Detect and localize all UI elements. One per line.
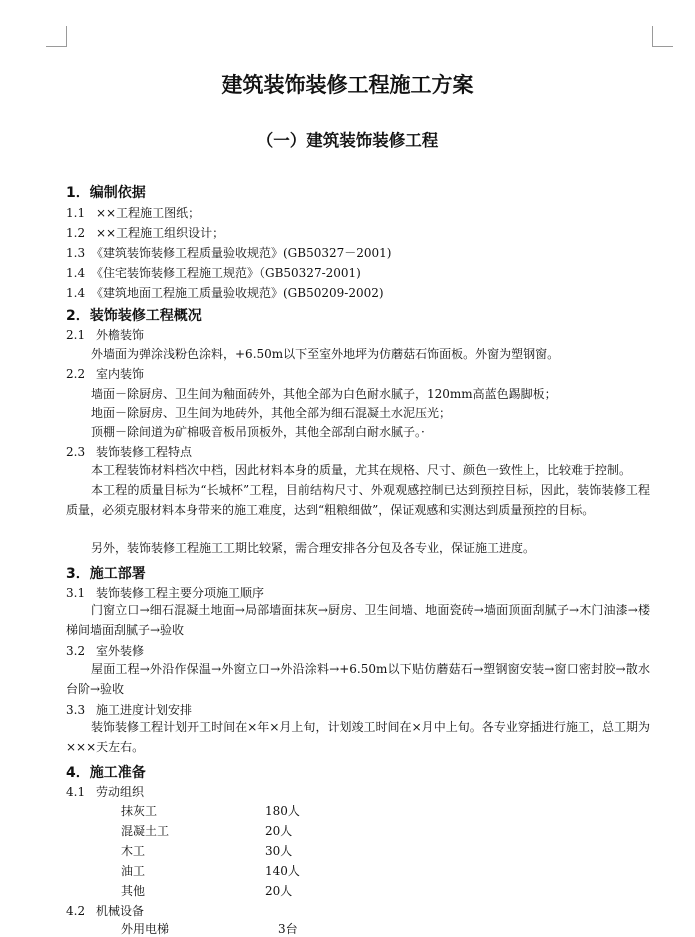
document-title: 建筑装饰装修工程施工方案: [221, 73, 474, 97]
subsection-heading: [66, 444, 192, 460]
list-item: [66, 265, 361, 281]
section-3-heading: 3．施工部署: [66, 566, 146, 582]
list-item: [66, 245, 391, 261]
section-4-heading: 4．施工准备: [66, 765, 146, 781]
paragraph: 门窗立口→细石混凝土地面→局部墙面抹灰→厨房、卫生间墙、地面瓷砖→墙面顶面刮腻子→木门油漆→楼梯间墙面刮腻子→验收: [66, 603, 650, 637]
subsection-heading: [66, 784, 144, 800]
subsection-label: 劳动组织: [96, 785, 145, 799]
item-number: 1.4: [66, 286, 86, 300]
table-row: [121, 921, 298, 937]
subsection-heading: [66, 643, 144, 659]
page-corner-mark-top-left: [46, 26, 67, 47]
equipment-name: 外用电梯: [121, 922, 170, 936]
body-line: 顶棚－除间道为矿棉吸音板吊顶板外，其他全部刮白耐水腻子。·: [91, 425, 425, 439]
subsection-number: 3.2: [66, 644, 86, 658]
section-2-heading: 2．装饰装修工程概况: [66, 308, 202, 324]
subsection-label: 室外装修: [96, 644, 145, 658]
subsection-label: 装饰装修工程主要分项施工顺序: [96, 586, 265, 600]
item-text: 《建筑装饰装修工程质量验收规范》(GB50327－2001): [91, 246, 392, 260]
paragraph: 装饰装修工程计划开工时间在×年×月上旬，计划竣工时间在×月中上旬。各专业穿插进行施工，总工期为×××天左右。: [66, 720, 650, 754]
subsection-label: 机械设备: [96, 904, 145, 918]
item-number: 1.4: [66, 266, 86, 280]
labor-count: 20人: [265, 884, 293, 898]
list-item: [66, 225, 224, 241]
equipment-count: 3台: [278, 922, 298, 936]
subsection-number: 2.3: [66, 445, 86, 459]
labor-type: 混凝土工: [121, 824, 170, 838]
item-text: 《建筑地面工程施工质量验收规范》(GB50209-2002): [91, 286, 384, 300]
labor-count: 30人: [265, 844, 293, 858]
item-number: 1.1: [66, 206, 86, 220]
labor-count: 140人: [265, 864, 300, 878]
document-subtitle: （一）建筑装饰装修工程: [256, 131, 439, 150]
body-line: 墙面－除厨房、卫生间为釉面砖外，其他全部为白色耐水腻子，120mm高蓝色踢脚板；: [91, 387, 557, 401]
item-text: ××工程施工组织设计；: [96, 226, 225, 240]
subsection-label: 室内装饰: [96, 367, 145, 381]
labor-type: 木工: [121, 844, 146, 858]
table-row: [121, 823, 293, 839]
subsection-heading: [66, 903, 144, 919]
subsection-heading: [66, 327, 144, 343]
list-item: [66, 205, 200, 221]
item-text: 《住宅装饰装修工程施工规范》（GB50327-2001): [91, 266, 361, 280]
item-number: 1.3: [66, 246, 86, 260]
paragraph: 屋面工程→外沿作保温→外窗立口→外沿涂料→+6.50m以下贴仿蘑菇石→塑钢窗安装→窗口密封胶→散水台阶→验收: [66, 662, 650, 696]
item-text: ××工程施工图纸；: [96, 206, 201, 220]
section-1-heading: 1．编制依据: [66, 185, 146, 201]
subsection-number: 3.3: [66, 703, 86, 717]
page-corner-mark-top-right: [652, 26, 673, 47]
subsection-number: 2.2: [66, 367, 86, 381]
subsection-heading: [66, 585, 264, 601]
table-row: [121, 803, 300, 819]
table-row: [121, 843, 293, 859]
subsection-number: 4.1: [66, 785, 86, 799]
list-item: [66, 285, 384, 301]
subsection-heading: [66, 702, 192, 718]
item-number: 1.2: [66, 226, 86, 240]
subsection-number: 4.2: [66, 904, 86, 918]
subsection-number: 3.1: [66, 586, 86, 600]
subsection-label: 施工进度计划安排: [96, 703, 193, 717]
paragraph: 本工程的质量目标为“长城杯”工程，目前结构尺寸、外观观感控制已达到预控目标，因此，装饰装修工程质量，必须克服材料本身带来的施工难度，达到“粗粮细做”，保证观感和实测达到质量预控的目标。: [66, 483, 650, 517]
subsection-number: 2.1: [66, 328, 86, 342]
subsection-heading: [66, 366, 144, 382]
body-line: 外墙面为弹涂浅粉色涂料，+6.50m以下至室外地坪为仿蘑菇石饰面板。外窗为塑钢窗。: [91, 347, 560, 361]
subsection-label: 装饰装修工程特点: [96, 445, 193, 459]
subsection-label: 外檐装饰: [96, 328, 145, 342]
table-row: [121, 863, 300, 879]
body-line: 地面－除厨房、卫生间为地砖外，其他全部为细石混凝土水泥压光；: [91, 406, 452, 420]
paragraph: 另外，装饰装修工程施工工期比较紧，需合理安排各分包及各专业，保证施工进度。: [91, 541, 536, 555]
labor-type: 油工: [121, 864, 146, 878]
labor-type: 其他: [121, 884, 146, 898]
labor-count: 20人: [265, 824, 293, 838]
paragraph: 本工程装饰材料档次中档，因此材料本身的质量，尤其在规格、尺寸、颜色一致性上，比较难于控制。: [91, 463, 632, 477]
labor-type: 抹灰工: [121, 804, 158, 818]
labor-count: 180人: [265, 804, 300, 818]
table-row: [121, 883, 293, 899]
